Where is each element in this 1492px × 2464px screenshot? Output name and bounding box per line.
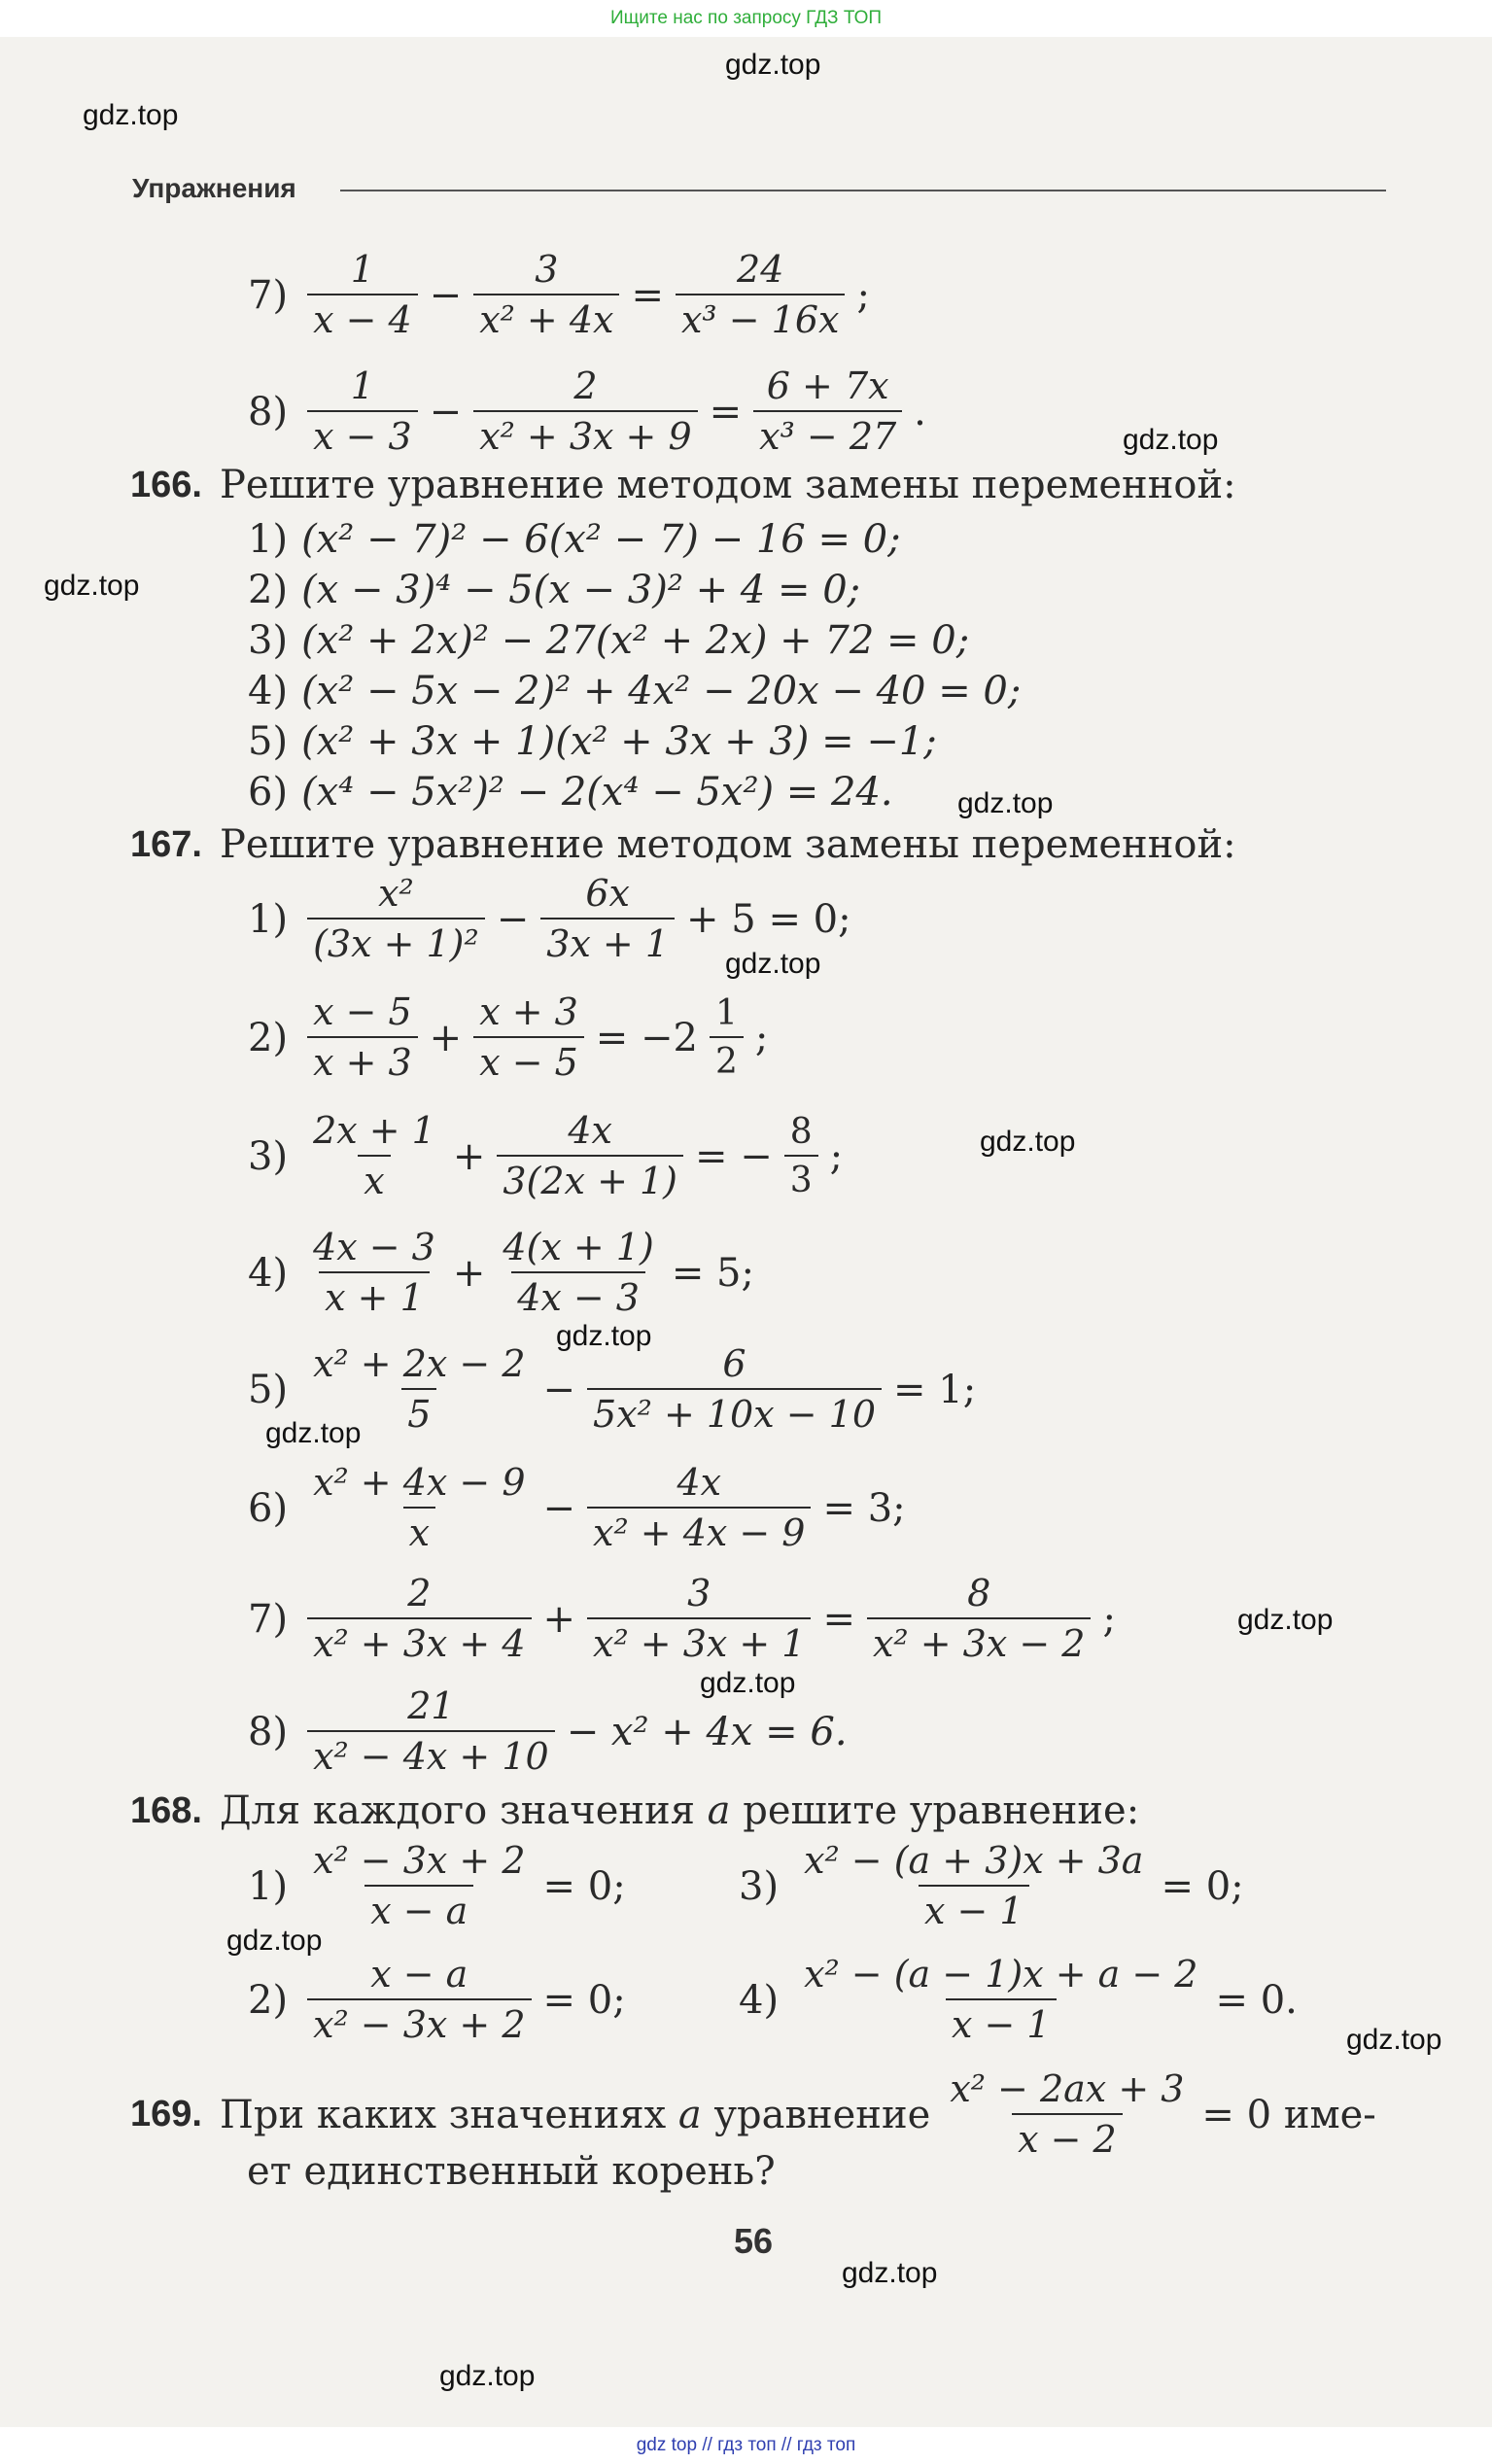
exercise-167-item-7: 7) $\frac{2}{\text{x² + 3x + 4}}$ + $\frac{3}{\text{x² + 3x + 1}}$ = $\frac{8}{\text{x² + 3x − 2}}$ ; (248, 1572, 1116, 1665)
exercise-166-item: 3) (x² + 2x)² − 27(x² + 2x) + 72 = 0; (248, 618, 970, 663)
watermark: gdz.top (265, 1417, 362, 1449)
exercise-167-item-6: 6) $\frac{\text{x² + 4x − 9}}{x}$ − $\frac{4x}{\text{x² + 4x − 9}}$ = 3; (248, 1461, 906, 1554)
exercise-168-item-1: 1) $\frac{\text{x² − 3x + 2}}{x - a}$ = 0; (248, 1839, 626, 1932)
watermark: gdz.top (226, 1925, 323, 1957)
exercise-number: 166. (130, 464, 202, 505)
watermark: gdz.top (842, 2257, 938, 2289)
watermark: gdz.top (1237, 1604, 1334, 1636)
exercise-167-header (130, 822, 1236, 867)
fraction: $\frac{6 + 7x}{\text{x³ − 27}}$ (753, 367, 902, 457)
section-rule (340, 190, 1386, 191)
fraction: $\frac{3}{\text{x² + 4x}}$ (473, 251, 619, 340)
exercise-number: 168. (130, 1789, 202, 1831)
exercise-167-item-2: 2) $\frac{x - 5}{x + 3}$ + $\frac{x + 3}{x - 5}$ = −2 $\frac{1}{2}$ ; (248, 990, 769, 1084)
exercise-number: 167. (130, 823, 202, 865)
exercise-166-item: 5) (x² + 3x + 1)(x² + 3x + 3) = −1; (248, 719, 937, 764)
exercise-167-item-4: 4) $\frac{4x - 3}{x + 1}$ + $\frac{4(x + 1)}{4x - 3}$ = 5; (248, 1226, 754, 1319)
exercise-167-item-5: 5) $\frac{\text{x² + 2x − 2}}{5}$ − $\frac{6}{\text{5x² + 10x − 10}}$ = 1; (248, 1342, 977, 1436)
exercise-165-item-8: 8) $\frac{1}{x - 3}$ − $\frac{2}{\text{x² + 3x + 9}}$ = $\frac{6 + 7x}{\text{x³ − 27}}$ . (248, 364, 926, 458)
exercise-166-item: 6) (x⁴ − 5x²)² − 2(x⁴ − 5x²) = 24. (248, 770, 893, 815)
exercise-168-header: 168. Для каждого значения a решите уравнение: (130, 1788, 1140, 1833)
exercise-166-header (130, 463, 1236, 507)
watermark: gdz.top (44, 570, 140, 602)
watermark: gdz.top (1346, 2024, 1442, 2056)
item-number: 8) (248, 389, 289, 434)
watermark: gdz.top (439, 2360, 536, 2392)
page-number: 56 (734, 2221, 774, 2261)
watermark: gdz.top (556, 1320, 652, 1352)
exercise-167-item-3: 3) $\frac{2x + 1}{x}$ + $\frac{4x}{3(2x + 1)}$ = − $\frac{8}{3}$ ; (248, 1109, 844, 1202)
exercise-165-item-7: 7) $\frac{1}{x - 4}$ − $\frac{3}{\text{x² + 4x}}$ = $\frac{24}{\text{x³ − 16x}}$ ; (248, 248, 870, 341)
exercise-title: Решите уравнение методом замены переменной: (219, 822, 1236, 867)
exercise-167-item-8: 8) $\frac{21}{\text{x² − 4x + 10}}$ − x² + 4x = 6. (248, 1684, 848, 1778)
exercise-166-item: 2) (x − 3)⁴ − 5(x − 3)² + 4 = 0; (248, 568, 861, 612)
top-banner: Ищите нас по запросу ГДЗ ТОП (609, 8, 883, 28)
watermark: gdz.top (1123, 424, 1219, 456)
watermark: gdz.top (980, 1126, 1076, 1158)
fraction: $\frac{1}{x - 3}$ (307, 367, 418, 457)
fraction: $\frac{2}{\text{x² + 3x + 9}}$ (473, 367, 697, 457)
exercise-title: Решите уравнение методом замены переменной: (219, 463, 1236, 507)
exercise-166-item: 1) (x² − 7)² − 6(x² − 7) − 16 = 0; (248, 517, 901, 562)
bottom-banner: gdz top // гдз топ // гдз топ (0, 2427, 1492, 2464)
fraction: $\frac{24}{\text{x³ − 16x}}$ (676, 251, 845, 340)
exercise-168-item-3: 3) $\frac{\text{x² − (a + 3)x + 3a}}{x - 1}$ = 0; (739, 1839, 1244, 1932)
item-number: 7) (248, 272, 289, 318)
exercise-166-item: 4) (x² − 5x − 2)² + 4x² − 20x − 40 = 0; (248, 669, 1022, 713)
exercise-169-line-1: 169. При каких значениях a уравнение $\frac{\text{x² − 2ax + 3}}{x - 2}$ = 0 име- (130, 2067, 1376, 2161)
section-title: Упражнения (132, 173, 296, 203)
watermark: gdz.top (700, 1667, 796, 1699)
watermark: gdz.top (957, 787, 1054, 819)
exercise-168-item-2: 2) $\frac{x - a}{\text{x² − 3x + 2}}$ = 0; (248, 1953, 626, 2046)
watermark: gdz.top (725, 948, 821, 980)
exercise-167-item-1: 1) $\frac{\text{x²}}{\text{(3x + 1)²}}$ − $\frac{6x}{3x + 1}$ + 5 = 0; (248, 872, 851, 965)
exercise-number: 169. (130, 2094, 202, 2135)
fraction: $\frac{1}{x - 4}$ (307, 251, 418, 340)
exercise-168-item-4: 4) $\frac{\text{x² − (a − 1)x + a − 2}}{x - 1}$ = 0. (739, 1953, 1298, 2046)
watermark: gdz.top (83, 99, 179, 131)
exercise-169-line-2: ет единственный корень? (247, 2149, 776, 2194)
watermark: gdz.top (725, 49, 821, 81)
